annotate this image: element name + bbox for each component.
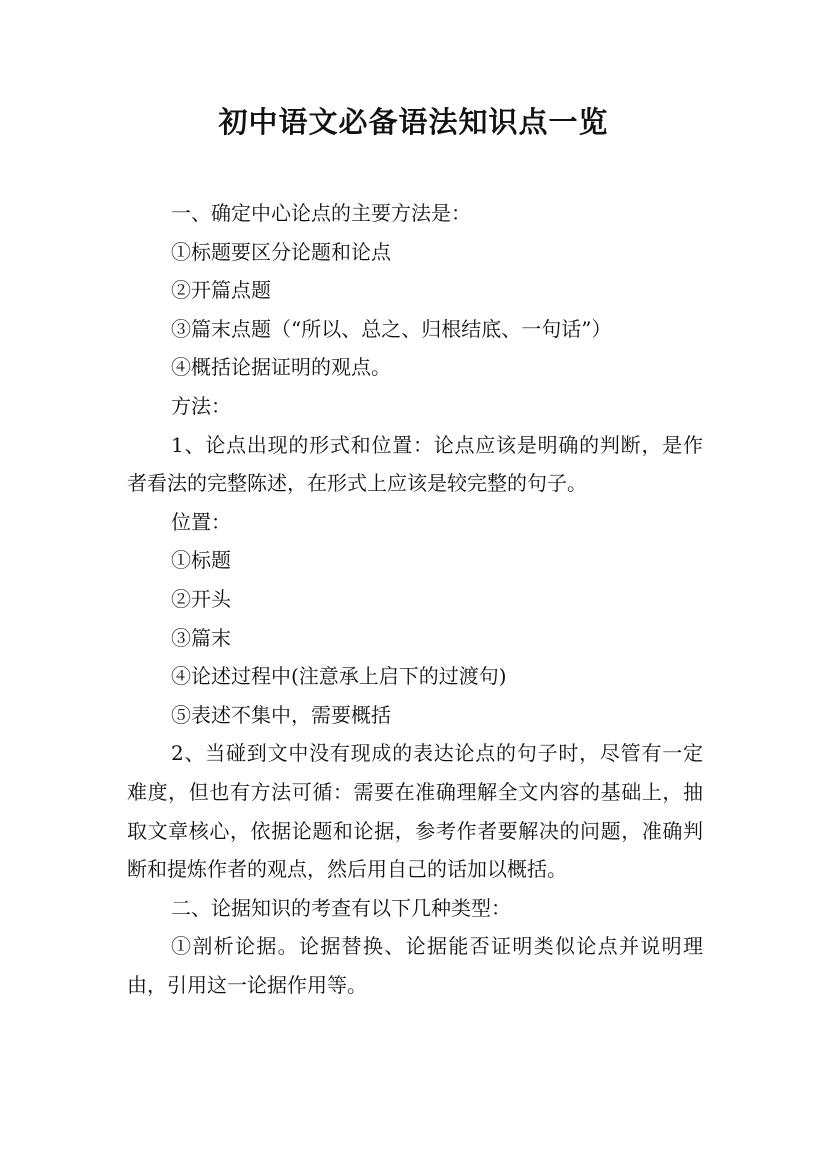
paragraph-point-1: 1、论点出现的形式和位置：论点应该是明确的判断，是作者看法的完整陈述，在形式上应该是较完整的句子。	[127, 432, 703, 496]
list-item: ①标题要区分论题和论点	[171, 239, 391, 264]
document-body	[127, 194, 703, 1004]
list-item: ③篇末	[171, 625, 231, 650]
list-item: ⑤表述不集中，需要概括	[171, 702, 391, 727]
subheading-position: 位置：	[171, 509, 231, 534]
list-item: ④概括论据证明的观点。	[171, 355, 391, 380]
subheading-method: 方法：	[171, 393, 231, 418]
section-heading-2: 二、论据知识的考查有以下几种类型：	[171, 895, 511, 920]
list-item: ①标题	[171, 548, 231, 573]
list-item: ①剖析论据。论据替换、论据能否证明类似论点并说明理由，引用这一论据作用等。	[127, 934, 703, 997]
list-item: ④论述过程中(注意承上启下的过渡句)	[171, 664, 507, 689]
list-item: ②开篇点题	[171, 278, 271, 303]
document-title: 初中语文必备语法知识点一览	[218, 105, 609, 139]
list-item: ②开头	[171, 586, 231, 611]
list-item: ③篇末点题（“所以、总之、归根结底、一句话”）	[171, 316, 612, 341]
section-heading-1: 一、确定中心论点的主要方法是：	[171, 201, 471, 225]
paragraph-point-2: 2、当碰到文中没有现成的表达论点的句子时，尽管有一定难度，但也有方法可循：需要在准确理解全文内容的基础上，抽取文章核心，依据论题和论据，参考作者要解决的问题，准确判断和提炼作者的观点，然后用自己的话加以概括。	[127, 741, 703, 882]
